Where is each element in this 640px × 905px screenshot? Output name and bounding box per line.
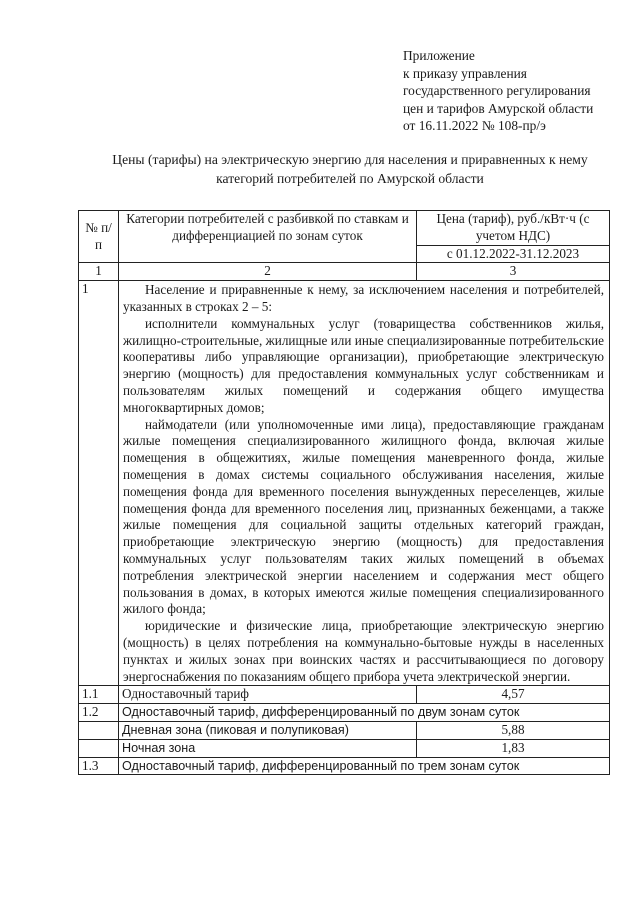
paragraph: Население и приравненные к нему, за исключением населения и потребителей, указанных в строках 2 – 5:	[123, 282, 604, 314]
appendix-line: цен и тарифов Амурской области	[403, 100, 594, 116]
row-price: 4,57	[417, 686, 610, 704]
table-row	[79, 281, 610, 686]
header-price: Цена (тариф), руб./кВт·ч (с учетом НДС)	[417, 211, 610, 246]
header-period: с 01.12.2022-31.12.2023	[417, 245, 610, 263]
row-label: Одноставочный тариф, дифференцированный по трем зонам суток	[119, 757, 610, 775]
row-number: 1	[79, 281, 119, 686]
appendix-line: государственного регулирования	[403, 83, 591, 99]
paragraph: юридические и физические лица, приобретающие электрическую энергию (мощность) в целях потребления на коммунально-бытовые нужды в населенных пунктах и жилых зонах при воинских частях и рассчитывающиеся по договору энергоснабжения по показаниям общего прибора учета электрической энергии.	[123, 618, 604, 684]
column-number: 2	[119, 263, 417, 281]
column-number: 1	[79, 263, 119, 281]
appendix-line: от 16.11.2022 № 108-пр/э	[403, 118, 546, 134]
document-title	[70, 151, 630, 188]
row-label: Ночная зона	[119, 739, 417, 757]
row-price: 1,83	[417, 739, 610, 757]
row-label: Одноставочный тариф, дифференцированный по двум зонам суток	[119, 704, 610, 722]
row-label: Одноставочный тариф	[119, 686, 417, 704]
row-number: 1.2	[79, 704, 119, 722]
column-number: 3	[417, 263, 610, 281]
document-title-line: категорий потребителей по Амурской области	[216, 170, 484, 186]
table-row	[79, 721, 610, 739]
table-row	[79, 739, 610, 757]
row-number-empty	[79, 739, 119, 757]
header-number: № п/п	[79, 211, 119, 263]
column-number-row	[79, 263, 610, 281]
header-category: Категории потребителей с разбивкой по ставкам и дифференциацией по зонам суток	[119, 211, 417, 263]
row-number: 1.3	[79, 757, 119, 775]
paragraph: наймодатели (или уполномоченные ими лица), предоставляющие гражданам жилые помещения специализированного жилищного фонда, включая жилые помещения в общежитиях, жилые помещения маневренного фонда, жилые помещения в домах системы социального обслуживания населения, жилые помещения фонда для временного поселения вынужденных переселенцев, жилые помещения фонда для временного поселения лиц, признанных беженцами, а также жилые помещения для социальной защиты отдельных категорий граждан, приобретающие электрическую энергию (мощность) для предоставления коммунальных услуг пользователям таких жилых помещений в объемах потребления электрической энергии населением и содержания мест общего пользования в домах, в которых имеются жилые помещения специализированного жилого фонда;	[123, 416, 604, 617]
document-title-line: Цены (тарифы) на электрическую энергию для населения и приравненных к нему	[112, 152, 588, 167]
table-row	[79, 757, 610, 775]
table-row	[79, 686, 610, 704]
paragraph: исполнители коммунальных услуг (товарищества собственников жилья, жилищно-строительные, жилищные или иные специализированные потребительские кооперативы либо управляющие организации), приобретающие электрическую энергию (мощность) для предоставления коммунальных услуг собственникам и пользователям жилых помещений и содержания общего имущества многоквартирных домов;	[123, 315, 604, 415]
row-number: 1.1	[79, 686, 119, 704]
appendix-line: к приказу управления	[403, 65, 527, 81]
row-number-empty	[79, 721, 119, 739]
row-label: Дневная зона (пиковая и полупиковая)	[119, 721, 417, 739]
tariff-table	[78, 210, 610, 775]
table-header-row	[79, 211, 610, 246]
table-row	[79, 704, 610, 722]
appendix-line: Приложение	[403, 48, 475, 63]
row-description	[119, 281, 610, 686]
appendix-block	[403, 47, 633, 135]
row-price: 5,88	[417, 721, 610, 739]
